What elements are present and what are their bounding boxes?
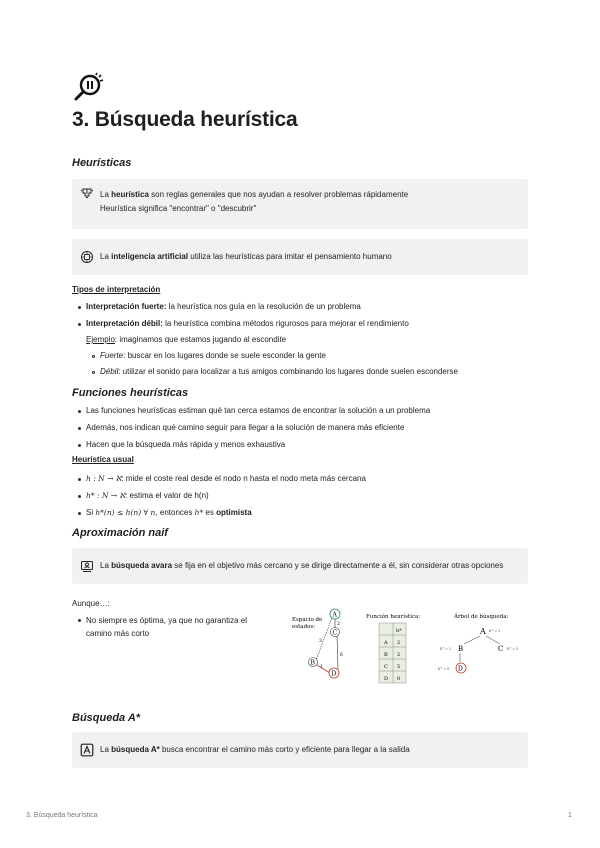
tree-node-d: D	[458, 665, 463, 673]
funciones-heading: Funciones heurísticas	[72, 387, 189, 399]
graph-edge-cd	[337, 636, 338, 669]
graph-edge-label: 1	[320, 665, 323, 670]
heuristicas-heading: Heurísticas	[72, 157, 132, 169]
tipo-debil: Interpretación débil: la heurística combina métodos rigurosos para mejorar el rendimiento	[86, 319, 409, 328]
bullet	[78, 410, 81, 413]
tipo-fuerte: Interpretación fuerte: la heurística nos guía en la resolución de un problema	[86, 302, 361, 311]
ejemplo-fuerte: Fuerte: buscar en los lugares donde se suele esconder la gente	[100, 351, 326, 360]
ia-callout	[72, 239, 528, 275]
tipos-heading: Tipos de interpretación	[72, 285, 161, 294]
usual-heading: Heurística usual	[72, 455, 134, 464]
table-value: 2	[397, 640, 401, 646]
table-title: Función heurística:	[366, 614, 421, 620]
graph-node-a-label: A	[332, 611, 337, 619]
usual-item-hstar: h* : N → ℵ: estima el valor de h(n)	[86, 491, 209, 500]
letter-a-icon	[80, 743, 94, 757]
tree-node-c: C	[498, 645, 504, 653]
page-title: 3. Búsqueda heurística	[72, 108, 298, 131]
funciones-item: Además, nos indican qué camino seguir para llegar a la solución de manera más eficiente	[86, 423, 405, 432]
brain-idea-icon	[80, 187, 94, 201]
graph-edge-bd	[317, 665, 330, 673]
funciones-item: Hacen que la búsqueda más rápida y menos exhaustiva	[86, 440, 286, 449]
tree-node-b: B	[458, 645, 464, 653]
tree-node-a: A	[480, 627, 486, 636]
sub-bullet	[92, 371, 95, 374]
heuristica-callout-line1: La heurística son reglas generales que nos ayudan a resolver problemas rápidamente	[100, 190, 409, 199]
page-number: 1	[568, 812, 572, 819]
table-node: C	[384, 664, 388, 670]
bullet	[78, 478, 81, 481]
ejemplo-line: Ejemplo: imaginamos que estamos jugando al escondite	[86, 335, 287, 344]
ia-callout-text: La inteligencia artificial utiliza las heurísticas para imitar el pensamiento humano	[100, 252, 392, 261]
graph-node-d-label: D	[331, 670, 337, 678]
sub-bullet	[92, 355, 95, 358]
avara-callout-text: La búsqueda avara se fija en el objetivo más cercano y se dirige directamente a él, sin considerar otras opciones	[100, 561, 504, 570]
bullet	[78, 323, 81, 326]
graph-edge-label: 3	[319, 639, 322, 644]
graph-node-c-label: C	[332, 629, 338, 637]
bullet	[78, 495, 81, 498]
table-value: 2	[397, 652, 401, 658]
tree-edge-ab	[464, 636, 480, 644]
heuristica-callout	[72, 179, 528, 229]
ejemplo-debil: Débil: utilizar el sonido para localizar a tus amigos combinando los lugares donde suelen esconderse	[100, 367, 458, 376]
footer-title: 3. Búsqueda heurística	[26, 812, 98, 819]
graph-label-1: Espacio de	[292, 617, 323, 623]
bullet	[78, 444, 81, 447]
bullet	[78, 427, 81, 430]
profile-card-icon	[80, 559, 94, 573]
table-value: 0	[397, 676, 401, 682]
tree-title: Árbol de búsqueda:	[454, 614, 509, 620]
graph-edge-label: 2	[337, 622, 340, 627]
funciones-item: Las funciones heurísticas estiman qué tan cerca estamos de encontrar la solución a un problema	[86, 406, 431, 415]
heuristica-callout-line2: Heurística significa "encontrar" o "descubrir"	[100, 204, 257, 213]
bullet	[78, 619, 81, 622]
table-node: D	[384, 676, 389, 682]
graph-edge-label: 6	[340, 653, 343, 658]
avara-callout	[72, 548, 528, 584]
astar-callout-text: La búsqueda A* busca encontrar el camino más corto y eficiente para llegar a la salida	[100, 745, 410, 754]
graph-node-b-label: B	[310, 659, 315, 667]
brain-search-icon	[72, 72, 104, 104]
table-value: 5	[397, 664, 401, 670]
tree-node-d-h: h* = 0	[438, 667, 450, 671]
ai-chip-icon	[80, 250, 94, 264]
astar-heading: Búsqueda A*	[72, 712, 141, 724]
tree-node-a-h: h* = 2	[489, 629, 501, 633]
busqueda-avara-diagram	[288, 604, 528, 688]
aunque-text: Aunque…:	[72, 599, 110, 608]
tree-node-b-h: h* = 2	[440, 647, 452, 651]
usual-item-h: h : N → ℵ: mide el coste real desde el nodo n hasta el nodo meta más cercana	[86, 474, 366, 483]
bullet	[78, 306, 81, 309]
tree-edge-ac	[486, 636, 500, 644]
astar-callout	[72, 732, 528, 768]
aproximacion-heading: Aproximación naif	[72, 527, 168, 539]
graph-label-2: estados:	[292, 624, 316, 630]
usual-item-optimista: Si h*(n) ≤ h(n) ∀ n, entonces h* es optimista	[86, 508, 252, 517]
table-header: h*	[396, 628, 402, 634]
tree-node-c-h: h* = 5	[507, 647, 519, 651]
aunque-item: No siempre es óptima, ya que no garantiza el camino más corto	[86, 616, 247, 638]
bullet	[78, 512, 81, 515]
table-node: A	[384, 640, 388, 646]
table-node: B	[384, 652, 388, 658]
